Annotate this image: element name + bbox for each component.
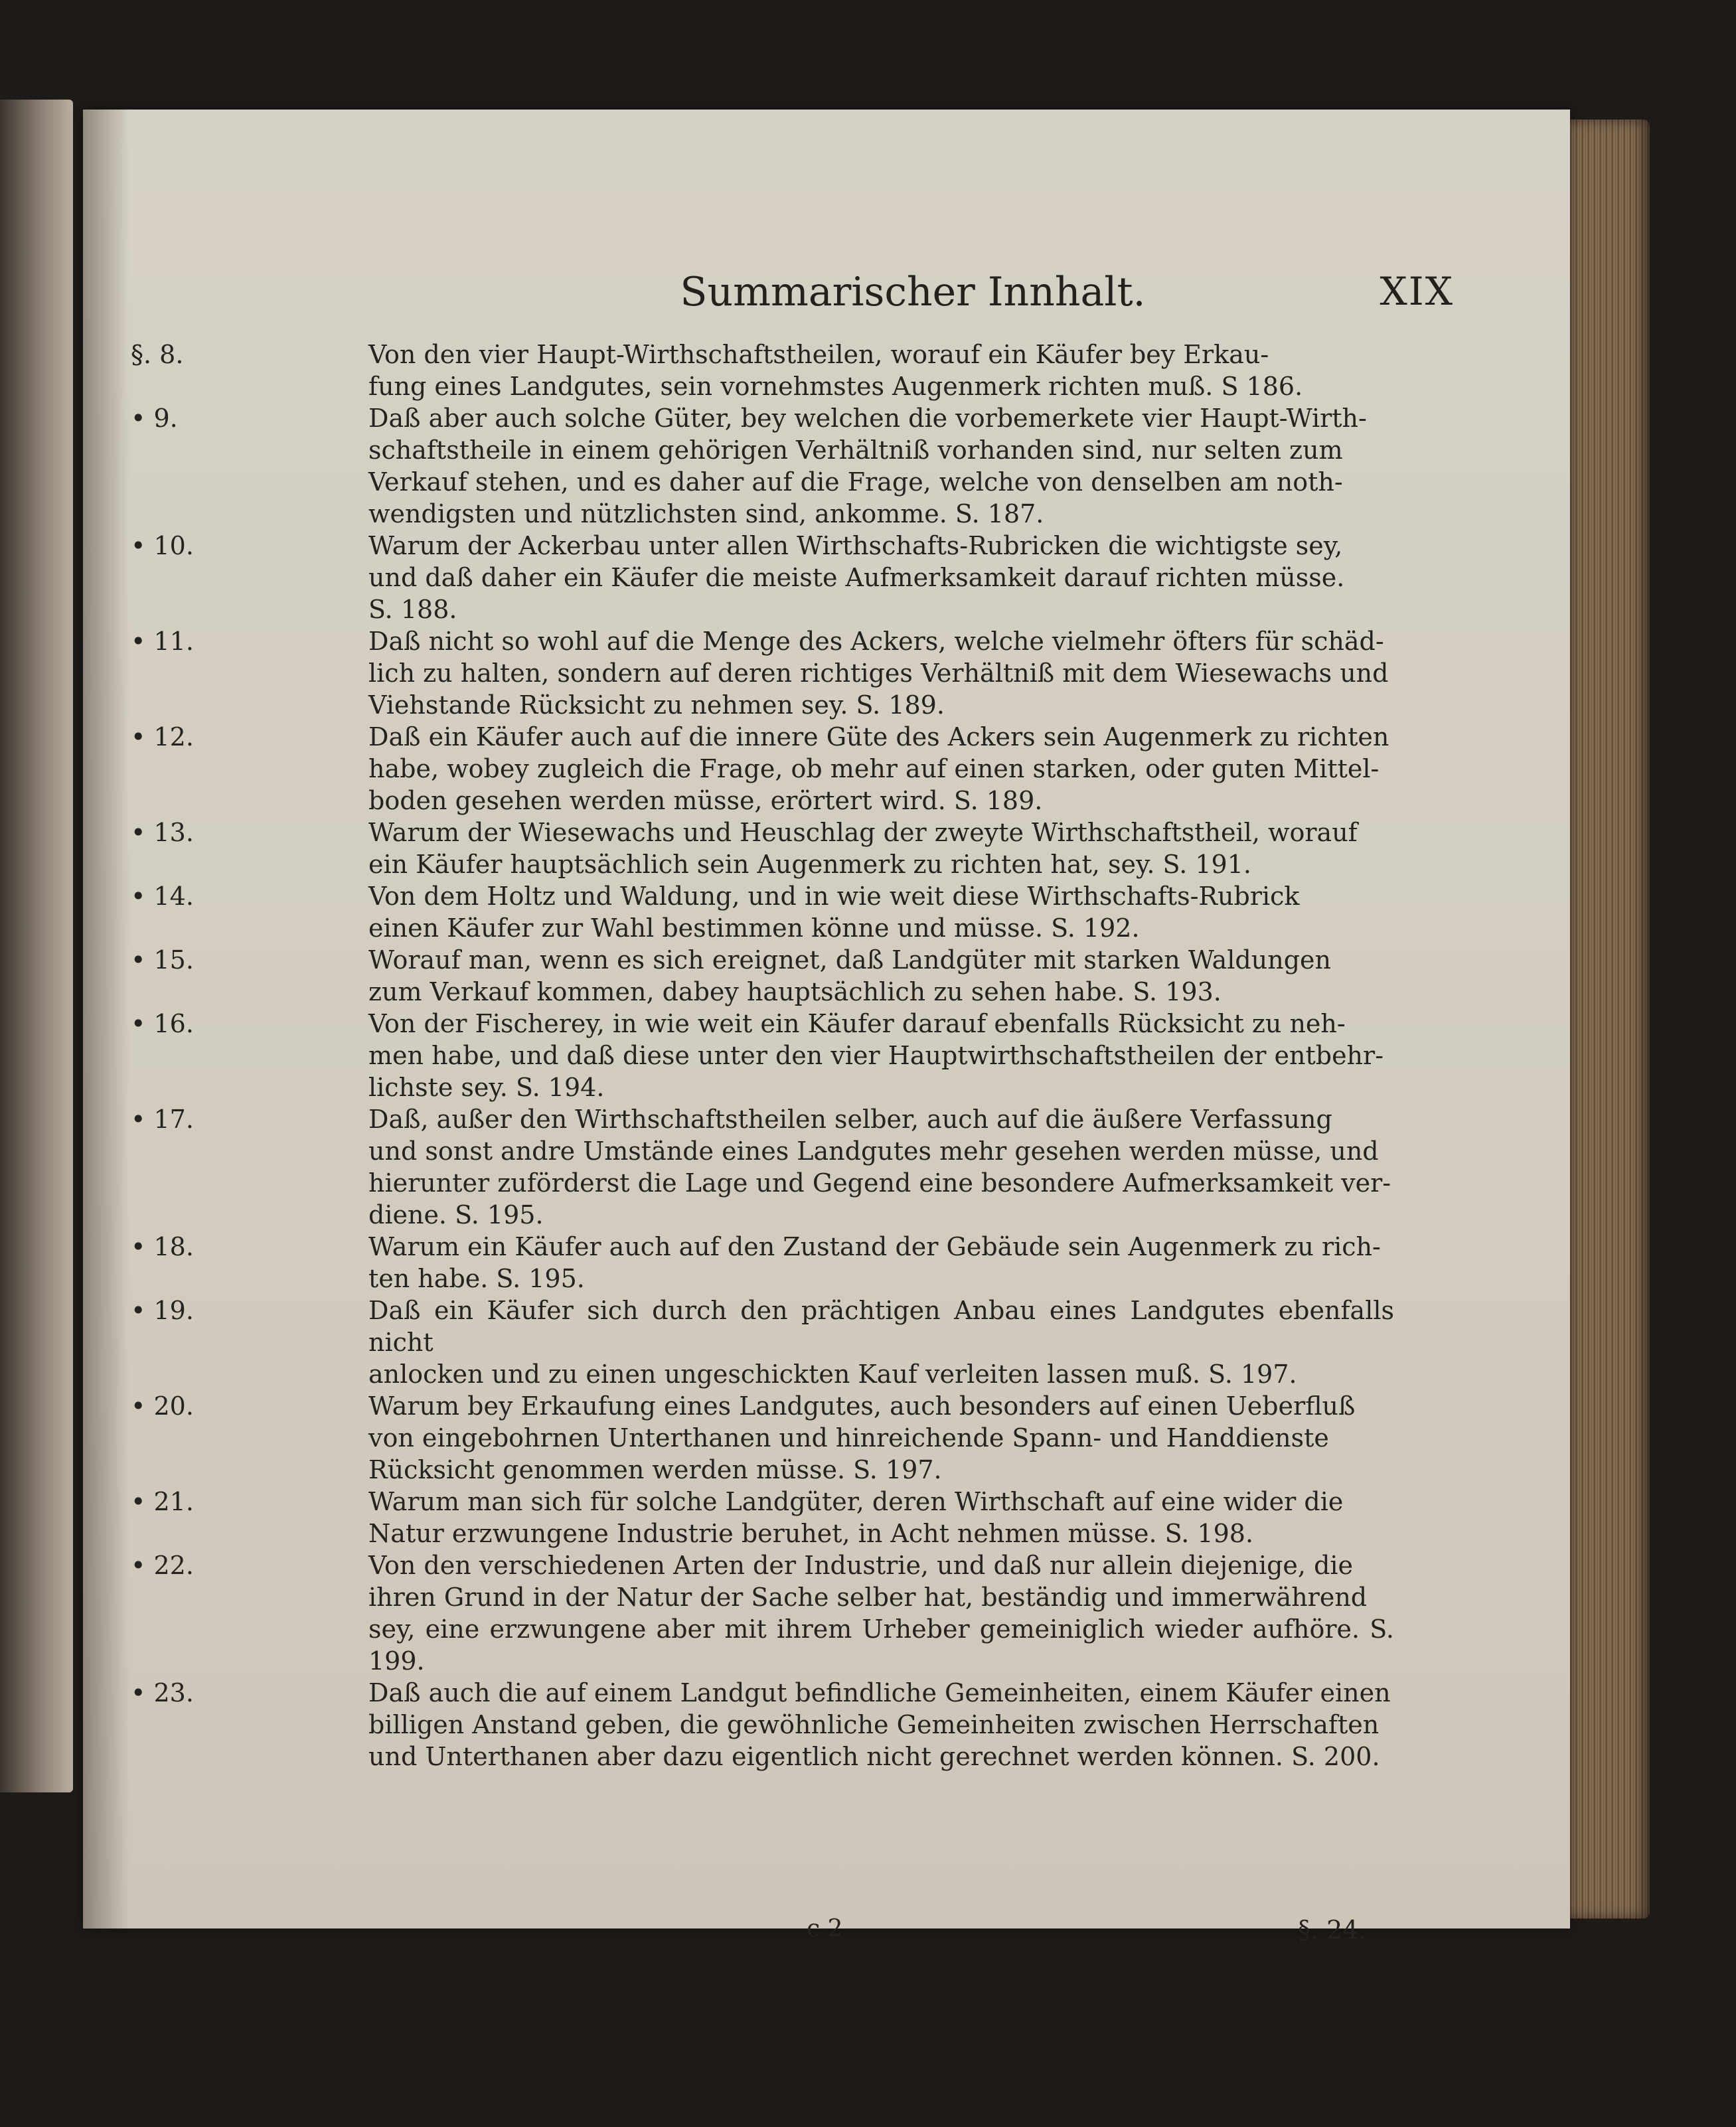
section-summary: Daß, außer den Wirthschaftstheilen selber, auch auf die äußere Verfassung und sonst andre Umstände eines Landgutes mehr gesehen werden müsse, und hierunter zuförderst die Lage und Gegend eine besondere Aufmerksamkeit ver- diene. S. 195. xyxy=(368,1105,1391,1229)
section-number: §. 8. xyxy=(131,340,184,369)
section-number: • 15. xyxy=(131,945,194,975)
section-summary: Von dem Holtz und Waldung, und in wie weit diese Wirthschafts-Rubrick einen Käufer zur Wahl bestimmen könne und müsse. S. 192. xyxy=(368,882,1300,943)
section-summary: Daß auch die auf einem Landgut befindliche Gemeinheiten, einem Käufer einen billigen Anstand geben, die gewöhnliche Gemeinheiten zwischen Herrschaften und Unterthanen aber dazu eigentlich nicht gerechnet werden können. S. 200. xyxy=(368,1678,1391,1771)
toc-entry xyxy=(83,880,1570,944)
toc-entry xyxy=(83,1677,1570,1772)
section-number: • 21. xyxy=(131,1487,194,1516)
book-page xyxy=(83,110,1570,1944)
section-number: • 10. xyxy=(131,531,194,560)
section-number: • 17. xyxy=(131,1105,194,1134)
section-number: • 20. xyxy=(131,1391,194,1421)
toc-entry xyxy=(83,1008,1570,1103)
toc-entry xyxy=(83,402,1570,530)
section-number: • 9. xyxy=(131,404,178,433)
section-summary: Von den verschiedenen Arten der Industrie, und daß nur allein diejenige, die ihren Grund in der Natur der Sache selber hat, beständig und immerwährend sey, eine erzwungene aber mit ihrem Urheber gemeiniglich wieder aufhöre. S. 199. xyxy=(368,1551,1394,1676)
section-number: • 16. xyxy=(131,1009,194,1038)
section-number: • 12. xyxy=(131,722,194,751)
toc-entry xyxy=(83,530,1570,625)
toc-entry xyxy=(83,817,1570,880)
running-head: Summarischer Innhalt. xyxy=(680,269,1146,315)
section-summary: Warum ein Käufer auch auf den Zustand der Gebäude sein Augenmerk zu rich- ten habe. S. 195. xyxy=(368,1232,1381,1293)
section-summary: Warum bey Erkaufung eines Landgutes, auch besonders auf einen Ueberfluß von eingebohrnen Unterthanen und hinreichende Spann- und Handdienste Rücksicht genommen werden müsse. S. 197. xyxy=(368,1391,1356,1484)
section-summary: Daß ein Käufer sich durch den prächtigen Anbau eines Landgutes ebenfalls nicht anlocken und zu einen ungeschickten Kauf verleiten lassen muß. S. 197. xyxy=(368,1296,1394,1389)
section-summary: Daß aber auch solche Güter, bey welchen die vorbemerkete vier Haupt-Wirth- schaftstheile in einem gehörigen Verhältniß vorhanden sind, nur selten zum Verkauf stehen, und es daher auf die Frage, welche von denselben am noth- wendigsten und nützlichsten sind, ankomme. S. 187. xyxy=(368,404,1367,528)
section-summary: Warum man sich für solche Landgüter, deren Wirthschaft auf eine wider die Natur erzwungene Industrie beruhet, in Acht nehmen müsse. S. 198. xyxy=(368,1487,1344,1548)
toc-entry xyxy=(83,625,1570,721)
section-number: • 18. xyxy=(131,1232,194,1261)
signature-mark: c 2 xyxy=(807,1915,843,1942)
section-summary: Von den vier Haupt-Wirthschaftstheilen, worauf ein Käufer bey Erkau- fung eines Landgutes, sein vornehmstes Augenmerk richten muß. S 186. xyxy=(368,340,1303,401)
section-summary: Daß ein Käufer auch auf die innere Güte des Ackers sein Augenmerk zu richten habe, wobey zugleich die Frage, ob mehr auf einen starken, oder guten Mittel- boden gesehen werden müsse, erörtert wird. S. 189. xyxy=(368,722,1389,815)
table-of-contents xyxy=(83,339,1570,1772)
section-summary: Warum der Ackerbau unter allen Wirthschafts-Rubricken die wichtigste sey, und daß daher ein Käufer die meiste Aufmerksamkeit darauf richten müsse. S. 188. xyxy=(368,531,1345,624)
toc-entry xyxy=(83,1486,1570,1549)
section-summary: Von der Fischerey, in wie weit ein Käufer darauf ebenfalls Rücksicht zu neh- men habe, und daß diese unter den vier Hauptwirthschaftstheilen der entbehr- lichste sey. S. 194. xyxy=(368,1009,1384,1102)
toc-entry xyxy=(83,1549,1570,1677)
catchword: §. 24. xyxy=(1298,1915,1367,1944)
section-number: • 19. xyxy=(131,1296,194,1325)
left-page-edge xyxy=(0,100,73,1792)
section-number: • 22. xyxy=(131,1551,194,1580)
toc-entry xyxy=(83,1295,1570,1390)
section-summary: Warum der Wiesewachs und Heuschlag der zweyte Wirthschaftstheil, worauf ein Käufer hauptsächlich sein Augenmerk zu richten hat, sey. S. 191. xyxy=(368,818,1358,879)
page-number: XIX xyxy=(1380,269,1454,314)
toc-entry xyxy=(83,1103,1570,1231)
section-summary: Daß nicht so wohl auf die Menge des Ackers, welche vielmehr öfters für schäd- lich zu halten, sondern auf deren richtiges Verhältniß mit dem Wiesewachs und Viehstande Rücksicht zu nehmen sey. S. 189. xyxy=(368,627,1389,720)
toc-entry xyxy=(83,944,1570,1008)
toc-entry xyxy=(83,1390,1570,1486)
section-summary: Worauf man, wenn es sich ereignet, daß Landgüter mit starken Waldungen zum Verkauf kommen, dabey hauptsächlich zu sehen habe. S. 193. xyxy=(368,945,1331,1006)
section-number: • 13. xyxy=(131,818,194,847)
toc-entry xyxy=(83,339,1570,402)
section-number: • 23. xyxy=(131,1678,194,1707)
page-edges xyxy=(1567,119,1650,1919)
section-number: • 14. xyxy=(131,882,194,911)
section-number: • 11. xyxy=(131,627,194,656)
toc-entry xyxy=(83,721,1570,817)
toc-entry xyxy=(83,1231,1570,1295)
